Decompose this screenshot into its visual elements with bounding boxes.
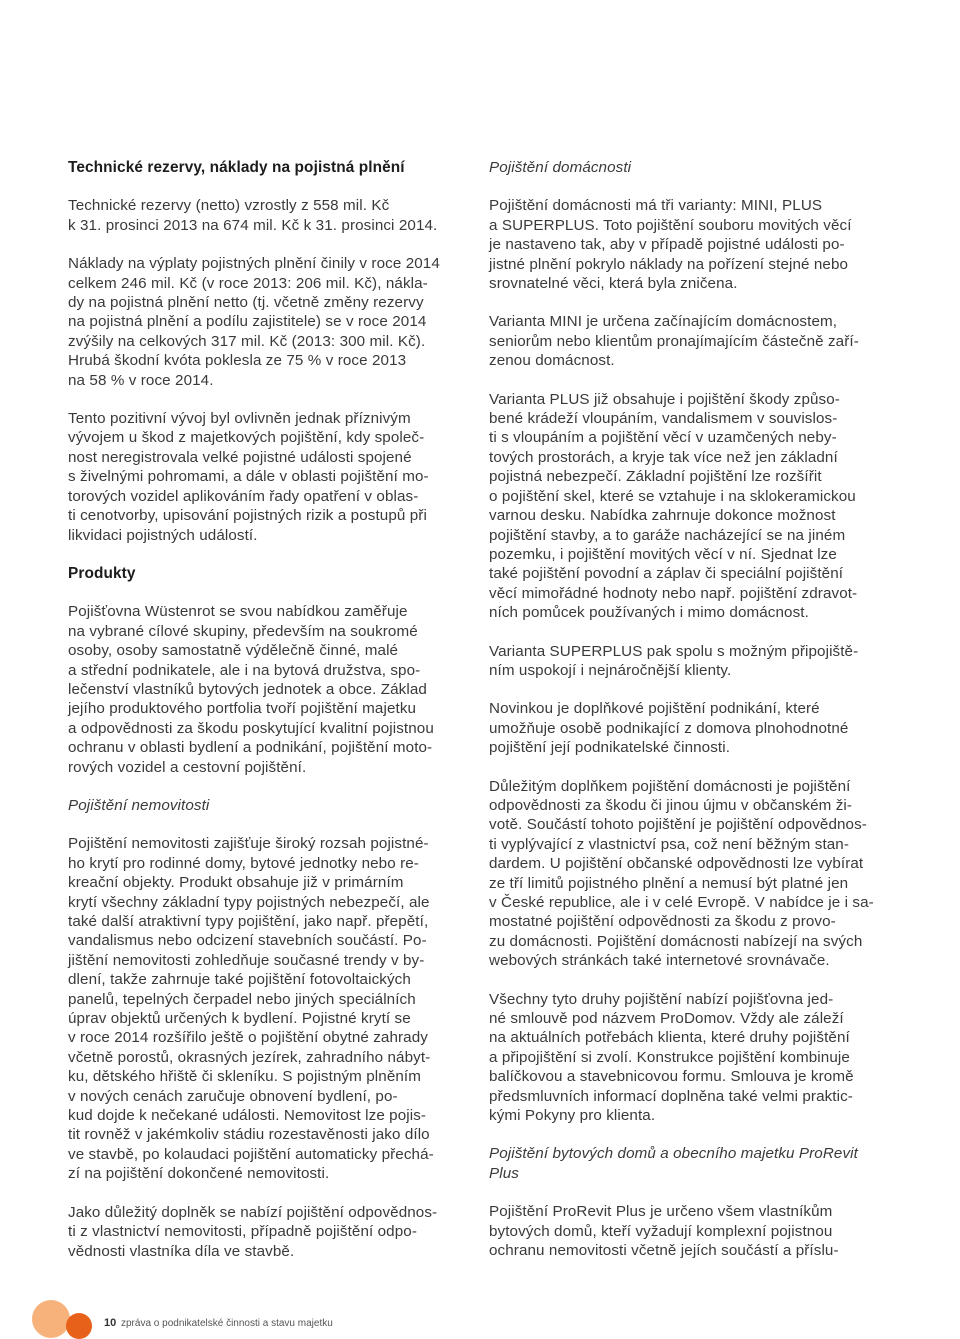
section-household-insurance xyxy=(489,158,897,1125)
decorative-circle-small xyxy=(66,1313,92,1339)
paragraph: Varianta PLUS již obsahuje i pojištění škody způso- bené krádeží vloupáním, vandalismem v souvislos- ti s vloupáním a pojištění věcí v uzamčených neby- tových prostorách, a kryje tak více než jen základní pojistná nebezpečí. Základní pojištění lze rozšířit o pojištění skel, které se vztahuje i na sklokeramickou varnou desku. Nabídka zahrnuje dokonce možnost pojištění stavby, a to garáže nacházející se na jiném pozemku, i pojištění movitých věcí v ní. Sjednat lze také pojištění povodní a záplav či speciální pojištění věcí mimořádné hodnoty nebo např. pojištění zdravot- ních pomůcek používaných i mimo domácnost. xyxy=(489,390,858,622)
paragraph: Důležitým doplňkem pojištění domácnosti je pojištění odpovědnosti za škodu či jinou újmu v občanském ži- votě. Součástí tohoto pojištění je pojištění odpovědnos- ti vyplývající z vlastnictví psa, což není běžným stan- dardem. U pojištění občanské odpovědnosti lze vybírat ze tří limitů pojistného plnění a nemusí být platné jen v České republice, ale i v celé Evropě. V nabídce je i sa- mostatné pojištění odpovědnosti za škodu z provo- zu domácnosti. Pojištění domácnosti nabízejí na svých webových stránkách také internetové srovnávače. xyxy=(489,777,874,970)
section-property-insurance xyxy=(68,796,478,1261)
right-column xyxy=(489,158,897,1280)
section-products xyxy=(68,564,478,777)
paragraph: Varianta SUPERPLUS pak spolu s možným připojiště- ním uspokojí i nejnáročnější klienty. xyxy=(489,642,859,679)
page-number: 10 xyxy=(104,1317,117,1329)
paragraph: Technické rezervy (netto) vzrostly z 558 mil. Kč k 31. prosinci 2013 na 674 mil. Kč k 31. prosinci 2014. xyxy=(68,197,438,234)
paragraph: Varianta MINI je určena začínajícím domácnostem, seniorům nebo klientům pronajímajícím částečně zaří- zenou domácnost. xyxy=(489,313,859,370)
paragraph: Všechny tyto druhy pojištění nabízí pojišťovna jed- né smlouvě pod názvem ProDomov. Vždy ale záleží na aktuálních potřebách klienta, které druhy pojištění a připojištění si zvolí. Konstrukce pojištění kombinuje balíčkovou a stavebnicovou formu. Smlouva je kromě předsmluvních informací doplněna také velmi praktic- kými Pokyny pro klienta. xyxy=(489,990,854,1125)
section-prorevit xyxy=(489,1144,897,1260)
decorative-circle-large xyxy=(32,1300,70,1338)
section-heading: Produkty xyxy=(68,564,136,582)
paragraph: Pojištění domácnosti má tři varianty: MINI, PLUS a SUPERPLUS. Toto pojištění souboru movitých věcí je nastaveno tak, aby v případě pojistné události po- jistné plnění pokrylo náklady na pořízení stejné nebo srovnatelné věci, která byla zničena. xyxy=(489,197,852,293)
paragraph: Pojištění ProRevit Plus je určeno všem vlastníkům bytových domů, kteří vyžadují komplexní pojistnou ochranu nemovitosti včetně jejích součástí a příslu- xyxy=(489,1203,839,1260)
section-subheading: Pojištění domácnosti xyxy=(489,159,632,176)
section-technical-reserves xyxy=(68,158,478,545)
footer-title: zpráva o podnikatelské činnosti a stavu majetku xyxy=(121,1318,333,1329)
paragraph: Jako důležitý doplněk se nabízí pojištění odpovědnos- ti z vlastnictví nemovitosti, případně pojištění odpo- vědnosti vlastníka díla ve stavbě. xyxy=(68,1203,438,1260)
page-footer xyxy=(0,1300,960,1339)
paragraph: Tento pozitivní vývoj byl ovlivněn jednak příznivým vývojem u škod z majetkových pojištění, kdy společ- nost neregistrovala velké pojistné události spojené s živelnými pohromami, a dále v oblasti pojištění mo- torových vozidel aplikováním řady opatření v oblas- ti cenotvorby, upisování pojistných rizik a postupů při likvidaci pojistných událostí. xyxy=(68,410,429,544)
paragraph: Pojišťovna Wüstenrot se svou nabídkou zaměřuje na vybrané cílové skupiny, především na soukromé osoby, osoby samostatně výdělečně činné, malé a střední podnikatele, ale i na bytová družstva, spo- lečenství vlastníků bytových jednotek a obce. Základ jejího produktového portfolia tvoří pojištění majetku a odpovědnosti za škodu poskytující kvalitní pojistnou ochranu v oblasti bydlení a podnikání, pojištění moto- rových vozidel a cestovní pojištění. xyxy=(68,603,434,776)
section-subheading: Pojištění bytových domů a obecního majetku ProRevit Plus xyxy=(489,1145,858,1182)
section-subheading: Pojištění nemovitosti xyxy=(68,796,210,814)
paragraph: Náklady na výplaty pojistných plnění činily v roce 2014 celkem 246 mil. Kč (v roce 2013: 206 mil. Kč), nákla- dy na pojistná plnění netto (tj. včetně změny rezervy na pojistná plnění a podílu zajistitele) se v roce 2014 zvýšily na celkových 317 mil. Kč (2013: 300 mil. Kč). Hrubá škodní kvóta poklesla ze 75 % v roce 2013 na 58 % v roce 2014. xyxy=(68,255,440,389)
section-heading: Technické rezervy, náklady na pojistná plnění xyxy=(68,159,405,176)
left-column xyxy=(68,158,478,1280)
paragraph: Novinkou je doplňkové pojištění podnikání, které umožňuje osobě podnikající z domova plnohodnotné pojištění její podnikatelské činnosti. xyxy=(489,700,849,757)
paragraph: Pojištění nemovitosti zajišťuje široký rozsah pojistné- ho krytí pro rodinné domy, bytové jednotky nebo re- kreační objekty. Produkt obsahuje již v primárním krytí všechny základní typy pojistných nebezpečí, ale také další atraktivní typy pojištění, jako např. přepětí, vandalismus nebo odcizení stavebních součástí. Po- jištění nemovitosti zohledňuje současné trendy v by- dlení, takže zahrnuje také pojištění fotovoltaických panelů, tepelných čerpadel nebo jiných speciálních úprav objektů určených k bydlení. Pojistné krytí se v roce 2014 rozšířilo ještě o pojištění obytné zahrady včetně porostů, okrasných jezírek, zahradního nábyt- ku, dětského hřiště či skleníku. S pojistným plněním v nových cenách zaručuje obnovení bydlení, po- kud dojde k nečekané události. Nemovitost lze pojis- tit rovněž v jakémkoliv stádiu rozestavěnosti jako dílo ve stavbě, po kolaudaci pojištění automaticky přechá- zí na pojištění dokončené nemovitosti. xyxy=(68,835,434,1183)
